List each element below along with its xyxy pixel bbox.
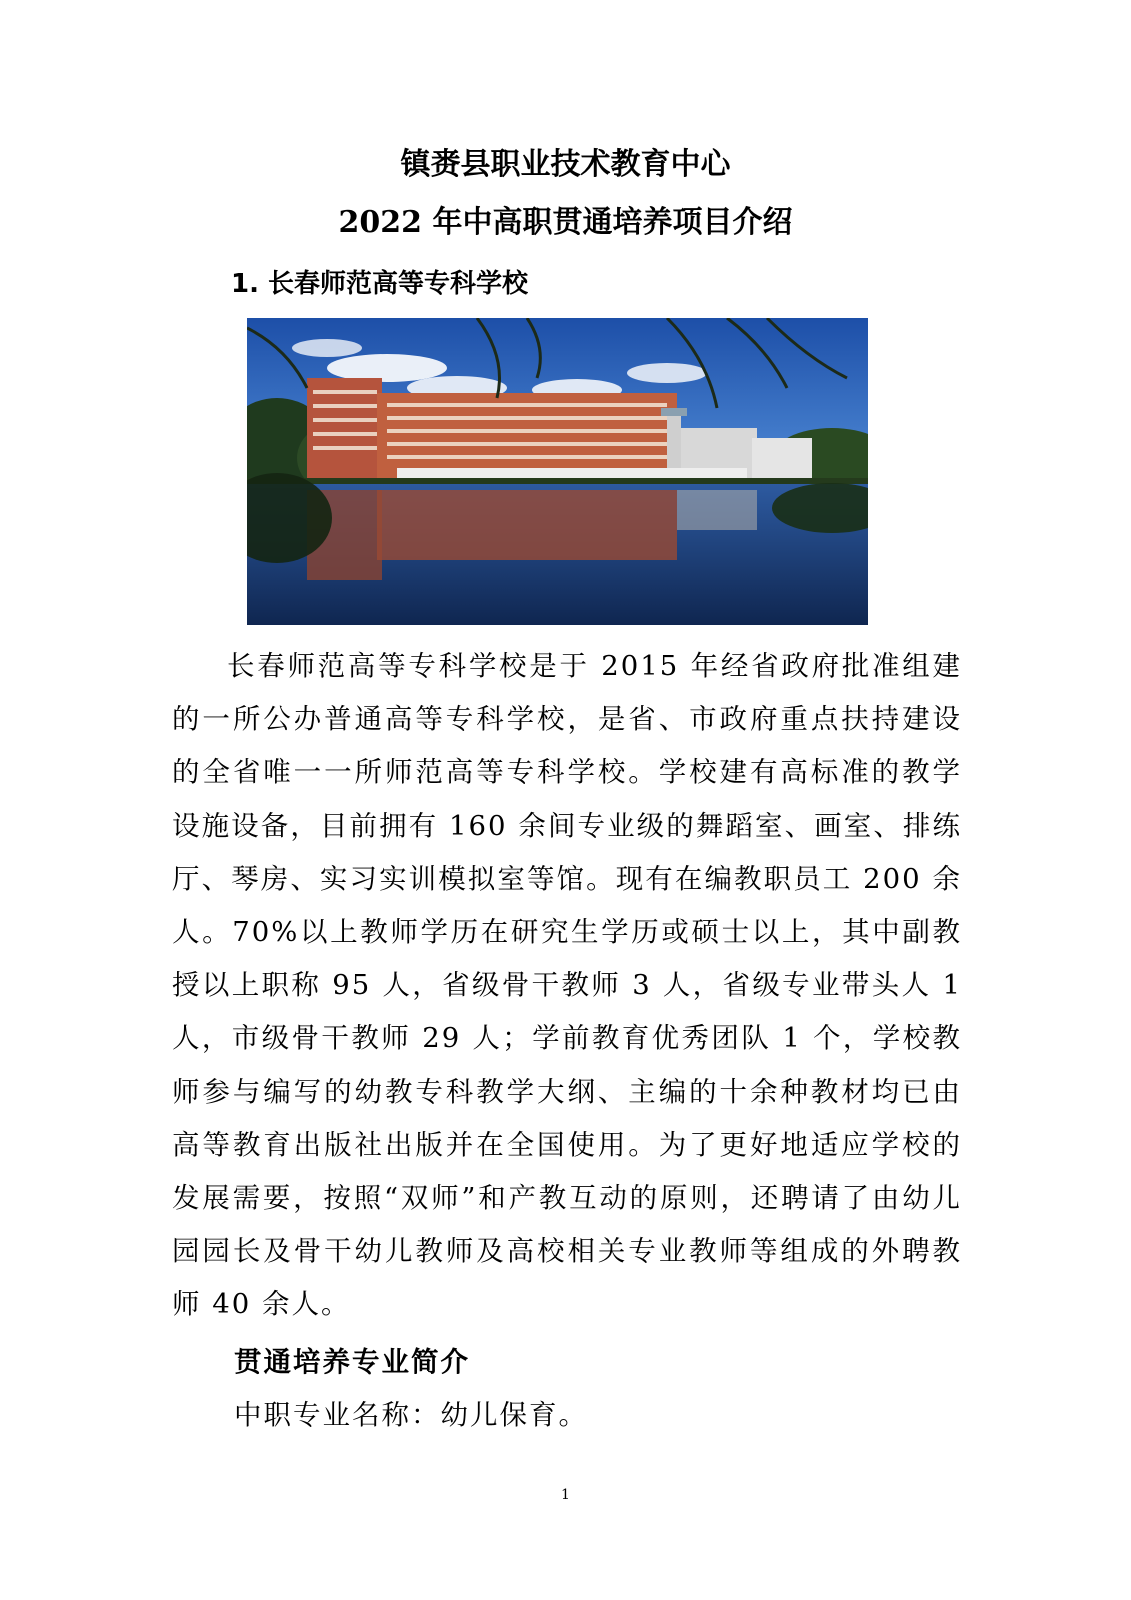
- program-subheading: 贯通培养专业简介: [234, 1346, 470, 1378]
- major-name-line: 中职专业名称：幼儿保育。: [234, 1399, 588, 1431]
- document-title: 镇赉县职业技术教育中心: [400, 147, 731, 182]
- section-heading: 1. 长春师范高等专科学校: [231, 269, 529, 299]
- page-number: 1: [561, 1487, 570, 1503]
- intro-paragraph: 长春师范高等专科学校是于 2015 年经省政府批准组建的一所公办普通高等专科学校，是省、市政府重点扶持建设的全省唯一一所师范高等专科学校。学校建有高标准的教学设施设备，目前拥有 160 余间专业级的舞蹈室、画室、排练厅、琴房、实习实训模拟室等馆。现有在编教职员工 200 余人。70%以上教师学历在研究生学历或硕士以上，其中副教授以上职称 95 人，省级骨干教师 3 人，省级专业带头人 1人，市级骨干教师 29 人；学前教育优秀团队 1 个，学校教师参与编写的幼教专科教学大纲、主编的十余种教材均已由高等教育出版社出版并在全国使用。为了更好地适应学校的发展需要，按照“双师”和产教互动的原则，还聘请了由幼儿园园长及骨干幼儿教师及高校相关专业教师等组成的外聘教师 40 余人。: [172, 650, 962, 1321]
- campus-photo: [247, 318, 868, 625]
- document-subtitle: 2022 年中高职贯通培养项目介绍: [338, 205, 793, 240]
